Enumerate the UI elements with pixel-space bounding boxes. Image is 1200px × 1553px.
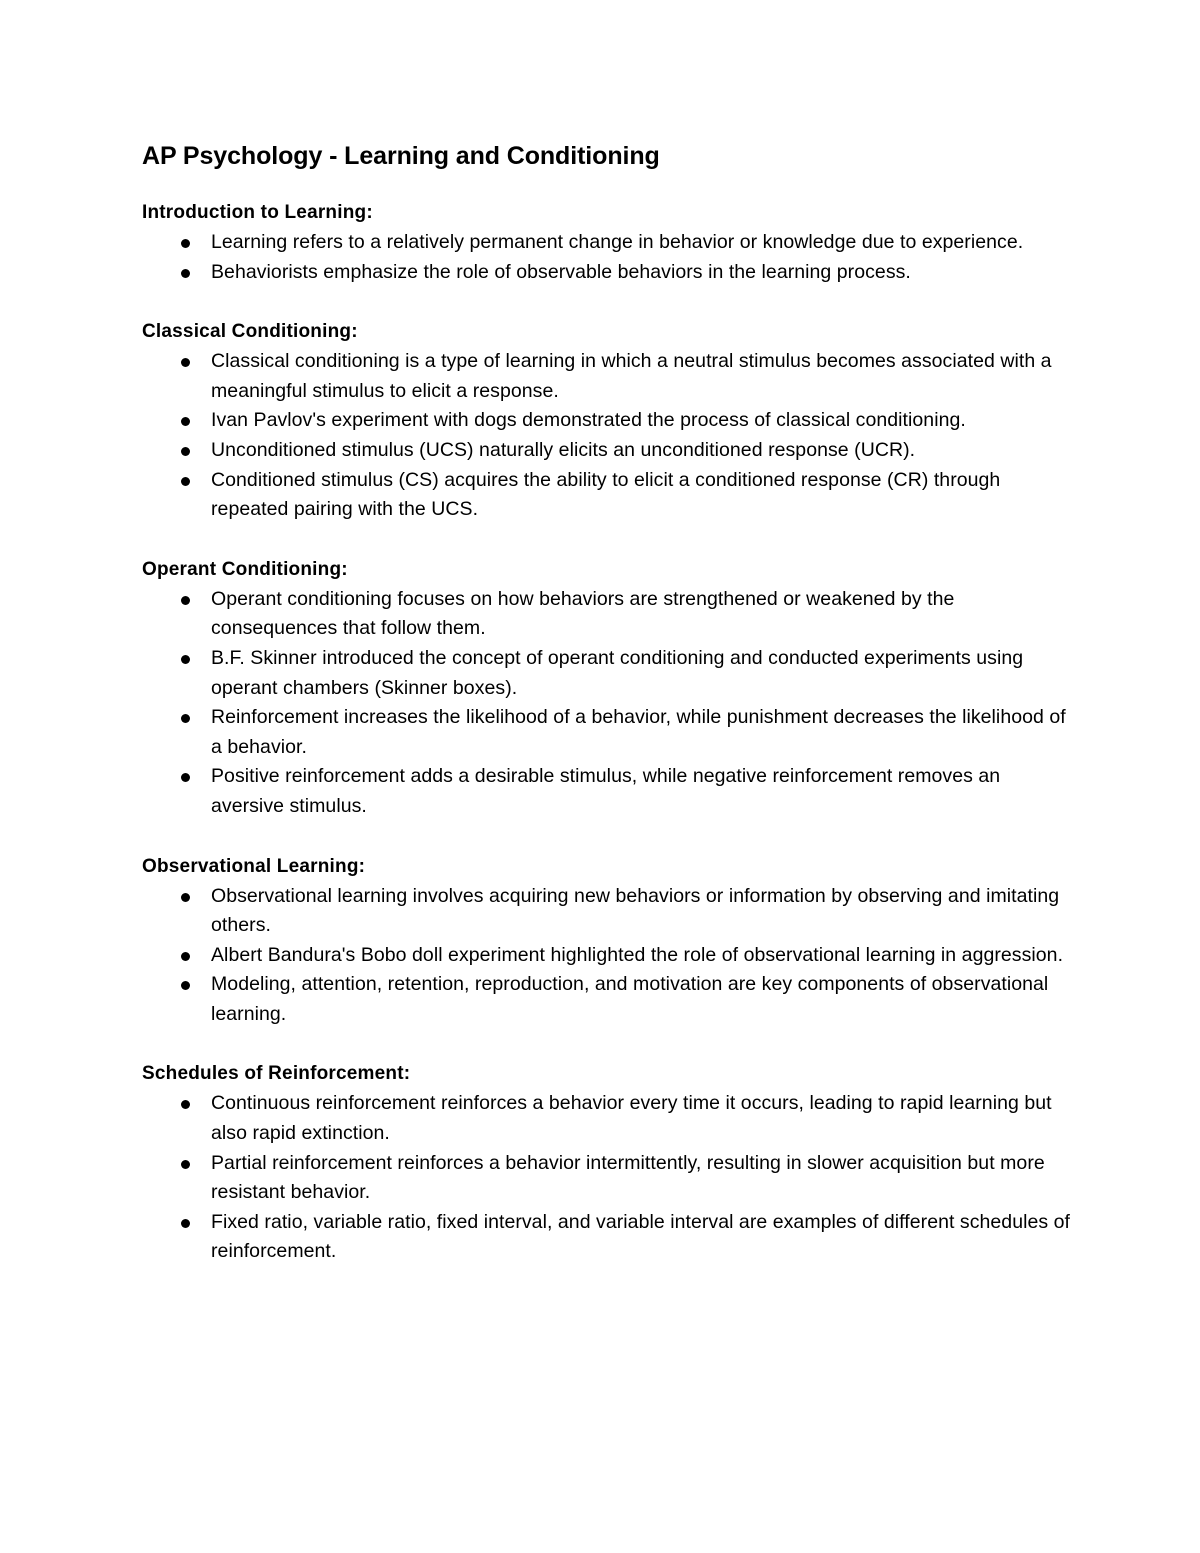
bullet-icon [181, 358, 190, 367]
section-operant-conditioning [142, 555, 1072, 822]
section-heading: Classical Conditioning: [142, 321, 358, 343]
section-classical-conditioning [142, 317, 1072, 525]
bullet-icon [181, 417, 190, 426]
bullet-icon [181, 447, 190, 456]
bullet-icon [181, 1160, 190, 1169]
section-heading: Observational Learning: [142, 855, 366, 877]
list-item [142, 703, 1072, 762]
list-item-text: B.F. Skinner introduced the concept of operant conditioning and conducted experiments using operant chambers (Skinner boxes). [211, 646, 1024, 699]
list-item-text: Albert Bandura's Bobo doll experiment highlighted the role of observational learning in aggression. [211, 943, 1064, 966]
list-item-text: Observational learning involves acquiring new behaviors or information by observing and imitating others. [211, 884, 1060, 937]
bullet-list [142, 882, 1072, 1030]
document-title: AP Psychology - Learning and Conditioning [142, 142, 660, 170]
list-item-text: Modeling, attention, retention, reproduction, and motivation are key components of observational learning. [211, 973, 1049, 1025]
list-item-text: Learning refers to a relatively permanent change in behavior or knowledge due to experience. [211, 231, 1024, 253]
bullet-icon [181, 773, 190, 782]
list-item-text: Positive reinforcement adds a desirable stimulus, while negative reinforcement removes an aversive stimulus. [211, 765, 1001, 817]
list-item [142, 1149, 1072, 1208]
list-item [142, 644, 1072, 703]
bullet-list [142, 347, 1072, 525]
list-item [142, 970, 1072, 1029]
list-item [142, 585, 1072, 644]
bullet-icon [181, 952, 190, 961]
bullet-icon [181, 477, 190, 486]
bullet-icon [181, 655, 190, 664]
bullet-icon [181, 893, 190, 902]
bullet-list [142, 228, 1072, 287]
list-item-text: Unconditioned stimulus (UCS) naturally elicits an unconditioned response (UCR). [211, 438, 916, 461]
list-item [142, 941, 1072, 971]
list-item [142, 1208, 1072, 1267]
list-item-text: Classical conditioning is a type of learning in which a neutral stimulus becomes associated with a meaningful stimulus to elicit a response. [211, 350, 1052, 402]
list-item-text: Fixed ratio, variable ratio, fixed interval, and variable interval are examples of different schedules of reinforcement. [211, 1210, 1071, 1263]
list-item-text: Conditioned stimulus (CS) acquires the ability to elicit a conditioned response (CR) through repeated pairing with the UCS. [211, 468, 1001, 521]
list-item [142, 258, 1072, 288]
section-observational-learning [142, 852, 1072, 1030]
bullet-icon [181, 269, 190, 278]
list-item [142, 436, 1072, 466]
list-item-text: Partial reinforcement reinforces a behavior intermittently, resulting in slower acquisition but more resistant behavior. [211, 1151, 1045, 1204]
bullet-list [142, 585, 1072, 822]
list-item-text: Behaviorists emphasize the role of observable behaviors in the learning process. [211, 260, 911, 283]
section-heading: Operant Conditioning: [142, 558, 348, 580]
section-heading: Introduction to Learning: [142, 202, 373, 223]
bullet-icon [181, 1100, 190, 1109]
list-item [142, 466, 1072, 525]
list-item-text: Continuous reinforcement reinforces a behavior every time it occurs, leading to rapid learning but also rapid extinction. [211, 1092, 1052, 1145]
bullet-icon [181, 714, 190, 723]
list-item-text: Operant conditioning focuses on how behaviors are strengthened or weakened by the consequences that follow them. [211, 587, 955, 640]
bullet-icon [181, 981, 190, 990]
bullet-list [142, 1089, 1072, 1267]
bullet-icon [181, 596, 190, 605]
list-item-text: Ivan Pavlov's experiment with dogs demonstrated the process of classical conditioning. [211, 409, 966, 432]
section-heading: Schedules of Reinforcement: [142, 1063, 411, 1085]
bullet-icon [181, 1219, 190, 1228]
bullet-icon [181, 239, 190, 248]
section-schedules-of-reinforcement [142, 1059, 1072, 1267]
list-item [142, 406, 1072, 436]
list-item [142, 882, 1072, 941]
section-introduction-to-learning [142, 198, 1072, 287]
list-item-text: Reinforcement increases the likelihood of a behavior, while punishment decreases the likelihood of a behavior. [211, 706, 1066, 758]
list-item [142, 762, 1072, 821]
document-page [142, 138, 1072, 1267]
list-item [142, 347, 1072, 406]
list-item [142, 1089, 1072, 1148]
list-item [142, 228, 1072, 258]
